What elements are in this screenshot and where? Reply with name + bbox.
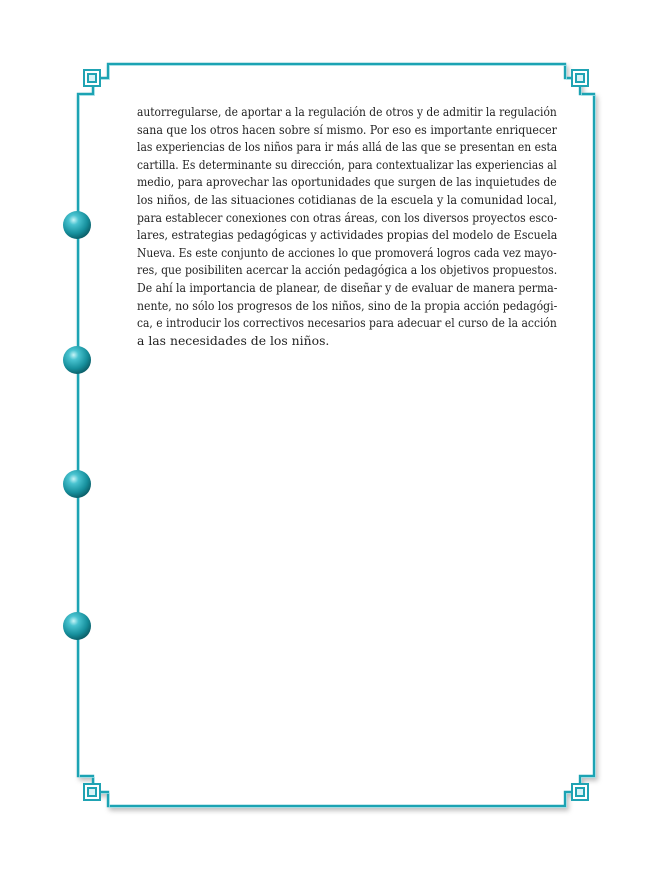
body-text-line: autorregularse, de aportar a la regulación de otros y de admitir la regulación bbox=[137, 104, 557, 119]
binder-bead-icon bbox=[63, 470, 91, 498]
corner-top-right-icon bbox=[572, 70, 588, 86]
corner-bottom-right-icon bbox=[572, 784, 588, 800]
body-text-line: cartilla. Es determinante su dirección, para contextualizar las experiencias al bbox=[137, 156, 557, 172]
body-text-line: lares, estrategias pedagógicas y actividades propias del modelo de Escuela bbox=[137, 227, 558, 243]
body-text-line: los niños, de las situaciones cotidianas de la escuela y la comunidad local, bbox=[137, 191, 557, 207]
body-text-line: nente, no sólo los progresos de los niños, sino de la propia acción pedagógi- bbox=[137, 297, 558, 313]
body-text-line: De ahí la importancia de planear, de diseñar y de evaluar de manera perma- bbox=[137, 279, 558, 295]
body-text-line: a las necesidades de los niños. bbox=[137, 332, 330, 348]
body-text-line: res, que posibiliten acercar la acción pedagógica a los objetivos propuestos. bbox=[137, 262, 558, 278]
corner-top-left-icon bbox=[84, 70, 100, 86]
corner-bottom-left-icon bbox=[84, 784, 100, 800]
body-text-line: las experiencias de los niños para ir más allá de las que se presentan en esta bbox=[137, 139, 558, 155]
body-text-line: ca, e introducir los correctivos necesarios para adecuar el curso de la acción bbox=[137, 315, 557, 331]
binder-bead-icon bbox=[63, 346, 91, 374]
body-text-line: sana que los otros hacen sobre sí mismo. Por eso es importante enriquecer bbox=[137, 121, 557, 137]
body-text-line: medio, para aprovechar las oportunidades que surgen de las inquietudes de bbox=[137, 174, 557, 190]
body-text-line: Nueva. Es este conjunto de acciones lo que promoverá logros cada vez mayo- bbox=[137, 244, 557, 260]
binder-bead-icon bbox=[63, 211, 91, 239]
body-text bbox=[137, 103, 557, 349]
body-text-line: para establecer conexiones con otras áreas, con los diversos proyectos esco- bbox=[137, 209, 558, 225]
binder-bead-icon bbox=[63, 612, 91, 640]
